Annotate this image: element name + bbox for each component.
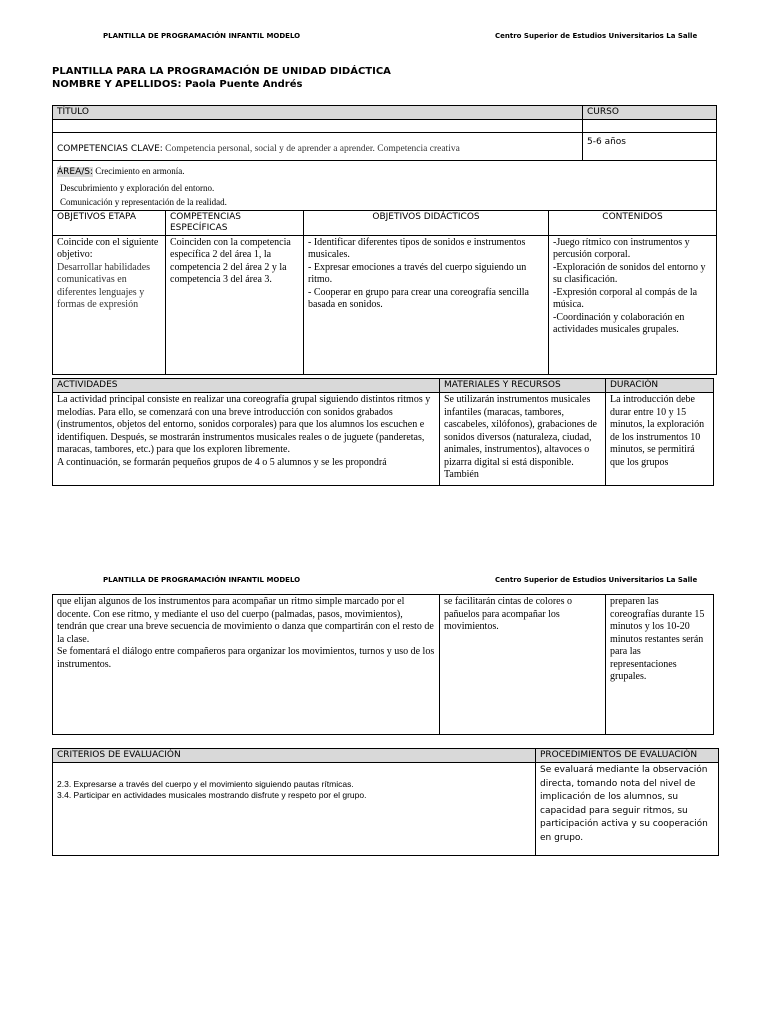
page-header-right: Centro Superior de Estudios Universitarios La Salle <box>495 32 698 40</box>
contenidos-header: CONTENIDOS <box>549 210 717 235</box>
procedimientos-text: Se evaluará mediante la observación directa, tomando nota del nivel de implicación de los alumnos, su capacidad para seguir ritmos, su participación activa y su cooperación en grupo. <box>536 763 719 856</box>
unit-info-table <box>52 105 717 375</box>
objetivos-etapa-header: OBJETIVOS ETAPA <box>53 210 166 235</box>
duracion-text <box>606 393 714 486</box>
page2-header-left: PLANTILLA DE PROGRAMACIÓN INFANTIL MODELO <box>103 576 301 584</box>
actividades-table <box>52 378 714 486</box>
titulo-value <box>53 120 583 133</box>
page2-header-right: Centro Superior de Estudios Universitarios La Salle <box>495 576 698 584</box>
materiales-text-content: Se utilizarán instrumentos musicales infantiles (maracas, tambores, cascabeles, xilófonos), grabaciones de sonidos diversos (naturaleza, ciudad, animales, instrumentos), altavoces o pizarra digital si está disponible. También <box>444 394 597 480</box>
competencias-clave-cell <box>53 133 583 161</box>
competencias-especificas-header: COMPETENCIAS ESPECÍFICAS <box>166 210 304 235</box>
contenidos-text: -Juego rítmico con instrumentos y percusión corporal. -Exploración de sonidos del entorno y su clasificación. -Expresión corporal al compás de la música. -Coordinación y colaboración en actividades musicales grupales. <box>549 235 717 374</box>
areas-line-1: Crecimiento en armonía. <box>93 166 185 176</box>
areas-cell <box>53 161 717 211</box>
competencias-clave-value: Competencia personal, social y de aprender a aprender. Competencia creativa <box>162 144 460 154</box>
actividades-text <box>53 393 440 486</box>
titulo-header: TÍTULO <box>53 106 583 120</box>
objetivos-etapa-intro: Coincide con el siguiente objetivo: <box>57 236 159 260</box>
duracion-text-content: La introducción debe durar entre 10 y 15 minutos, la exploración de los instrumentos 10 minutos, se permitirá que los grupos <box>610 394 705 468</box>
evaluacion-table <box>52 748 719 856</box>
document-title: PLANTILLA PARA LA PROGRAMACIÓN DE UNIDAD DIDÁCTICA <box>52 66 391 77</box>
actividades-text-content: La actividad principal consiste en realizar una coreografía grupal siguiendo distintos ritmos y melodías. Para ello, se comenzará con una breve introducción con sonidos grabados (instrumentos, objetos del entorno, sonidos corporales) para que los alumnos los escuchen e identifiquen. Después, se mostrarán instrumentos musicales reales o de juguete (panderetas, maracas, tambores, etc.) para que los exploren libremente. A continuación, se formarán pequeños grupos de 4 o 5 alumnos y se les propondrá <box>57 394 431 468</box>
objetivos-didacticos-header: OBJETIVOS DIDÁCTICOS <box>304 210 549 235</box>
duracion-header: DURACIÓN <box>606 379 714 393</box>
areas-line-3: Comunicación y representación de la realidad. <box>60 197 227 207</box>
competencias-especificas-text: Coinciden con la competencia específica 2 del área 1, la competencia 2 del área 2 y la competencia 3 del área 3. <box>166 235 304 374</box>
materiales-header: MATERIALES Y RECURSOS <box>440 379 606 393</box>
duracion-cont-text: preparen las coreografías durante 15 minutos y los 10-20 minutos restantes serán para las representaciones grupales. <box>606 595 714 735</box>
areas-line-2: Descubrimiento y exploración del entorno. <box>60 182 215 193</box>
competencias-clave-label: COMPETENCIAS CLAVE: <box>57 144 163 154</box>
objetivos-etapa-text: Desarrollar habilidades comunicativas en diferentes lenguajes y formas de expresión <box>57 261 151 310</box>
curso-header: CURSO <box>583 106 717 120</box>
objetivos-didacticos-text: - Identificar diferentes tipos de sonidos e instrumentos musicales. - Expresar emociones a través del cuerpo siguiendo un ritmo. - Cooperar en grupo para crear una coreografía sencilla basada en sonidos. <box>304 235 549 374</box>
actividades-cont-table <box>52 594 714 735</box>
objetivos-etapa-cell <box>53 235 166 374</box>
criterios-text: 2.3. Expresarse a través del cuerpo y el movimiento siguiendo pautas rítmicas. 3.4. Participar en actividades musicales mostrando disfrute y respeto por el grupo. <box>53 763 536 856</box>
materiales-cont-text: se facilitarán cintas de colores o pañuelos para acompañar los movimientos. <box>440 595 606 735</box>
procedimientos-header: PROCEDIMIENTOS DE EVALUACIÓN <box>536 749 719 763</box>
actividades-header: ACTIVIDADES <box>53 379 440 393</box>
actividades-cont-text: que elijan algunos de los instrumentos para acompañar un ritmo simple marcado por el docente. Con ese ritmo, y mediante el uso del cuerpo (palmadas, pasos, movimientos), tendrán que crear una breve secuencia de movimiento o danza que compartirán con el resto de la clase. Se fomentará el diálogo entre compañeros para organizar los movimientos, turnos y uso de los instrumentos. <box>53 595 440 735</box>
materiales-text <box>440 393 606 486</box>
page-header-left: PLANTILLA DE PROGRAMACIÓN INFANTIL MODELO <box>103 32 301 40</box>
curso-empty <box>583 120 717 133</box>
criterios-header: CRITERIOS DE EVALUACIÓN <box>53 749 536 763</box>
curso-value: 5-6 años <box>583 133 717 161</box>
areas-label: ÁREA/S: <box>57 167 94 177</box>
author-name: NOMBRE Y APELLIDOS: Paola Puente Andrés <box>52 79 303 90</box>
